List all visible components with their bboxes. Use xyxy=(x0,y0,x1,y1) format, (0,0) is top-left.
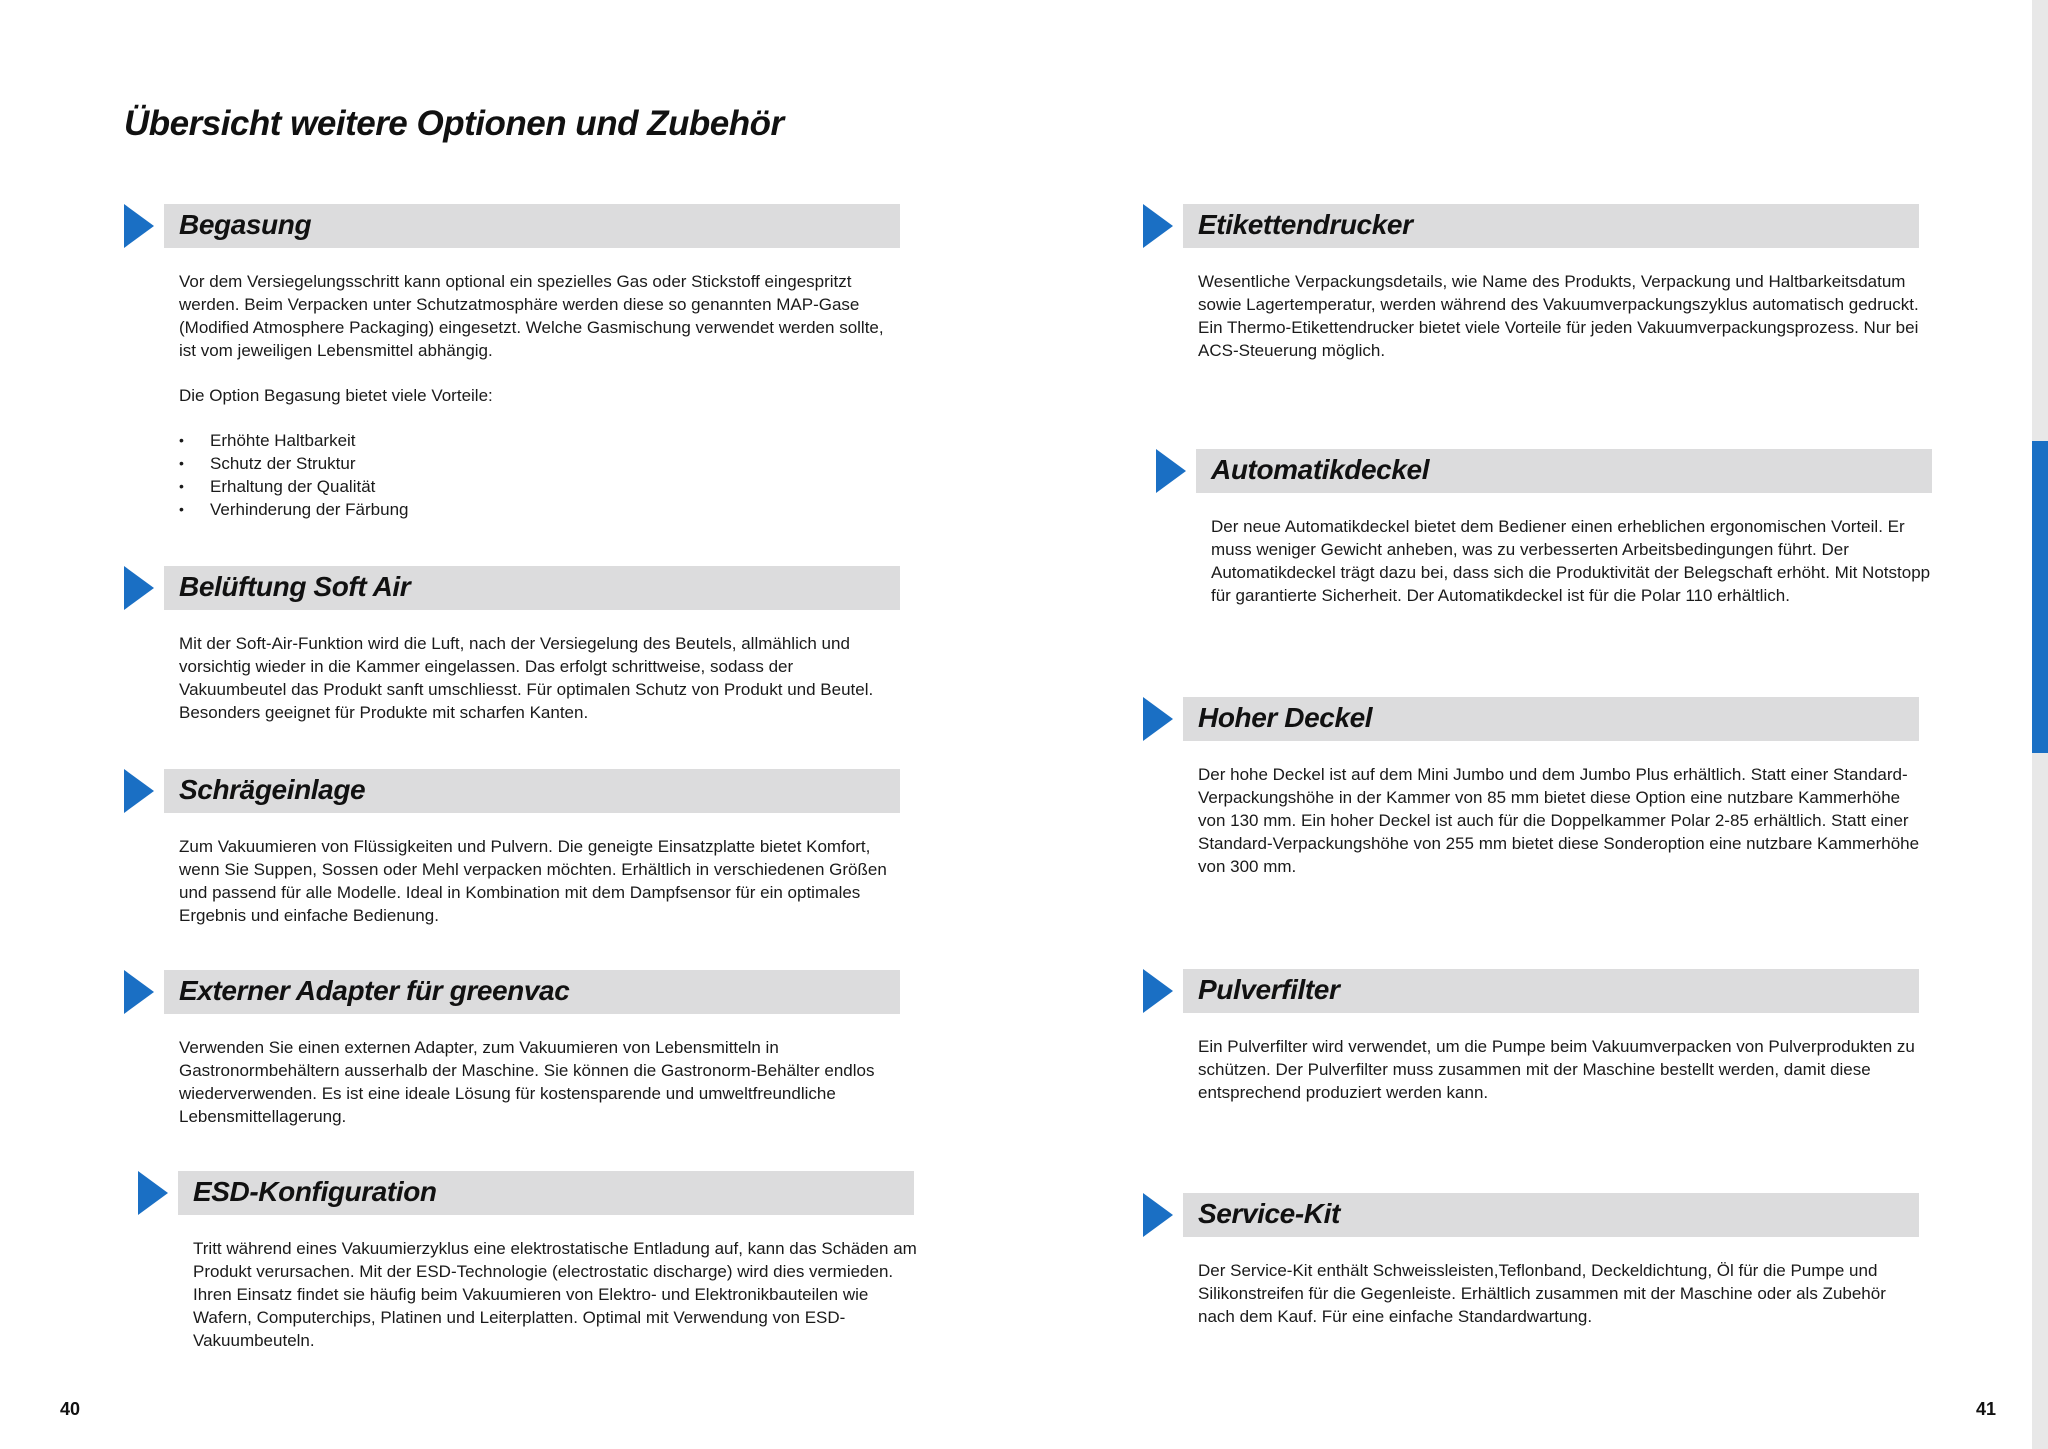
paragraph: Tritt während eines Vakuumierzyklus eine elektrostatische Entladung auf, kann das Schäden am Produkt verursachen. Mit der ESD-Technologie (electrostatic discharge) wird dies vermieden. Ihren Einsatz findet sie häufig beim Vakuumieren von Elektro- und Elektronikbauteilen wie Wafern, Computerchips, Platinen und Leiterplatten. Optimal mit Verwendung von ESD-Vakuumbeuteln. xyxy=(193,1239,917,1350)
paragraph: Verwenden Sie einen externen Adapter, zum Vakuumieren von Lebensmitteln in Gastronormbehältern ausserhalb der Maschine. Sie können die Gastronorm-Behälter endlos wiederverwenden. Es ist eine ideale Lösung für kostensparende und umweltfreundliche Lebensmittellagerung. xyxy=(179,1038,875,1126)
section-etikettendrucker xyxy=(1143,204,1919,362)
section-header xyxy=(1143,204,1919,248)
section-text xyxy=(1198,270,1923,362)
arrow-right-icon xyxy=(1143,697,1173,741)
section-text xyxy=(1211,515,1936,607)
section-begasung xyxy=(124,204,900,521)
paragraph: Der hohe Deckel ist auf dem Mini Jumbo und dem Jumbo Plus erhältlich. Statt einer Standard-Verpackungshöhe in der Kammer von 85 mm bietet diese Option eine nutzbare Kammerhöhe von 130 mm. Ein hoher Deckel ist auch für die Doppelkammer Polar 2-85 erhältlich. Statt einer Standard-Verpackungshöhe von 255 mm bietet diese Sonderoption eine nutzbare Kammerhöhe von 300 mm. xyxy=(1198,765,1920,876)
bullet-item: • Erhaltung der Qualität xyxy=(179,475,904,498)
page-number-left: 40 xyxy=(60,1399,81,1419)
paragraph: Mit der Soft-Air-Funktion wird die Luft, nach der Versiegelung des Beutels, allmählich und vorsichtig wieder in die Kammer eingelassen. Das erfolgt schrittweise, sodass der Vakuumbeutel das Produkt sanft umschliesst. Für optimalen Schutz von Produkt und Beutel. Besonders geeignet für Produkte mit scharfen Kanten. xyxy=(179,634,874,722)
paragraph: Ein Pulverfilter wird verwendet, um die Pumpe beim Vakuumverpacken von Pulverprodukten zu schützen. Der Pulverfilter muss zusammen mit der Maschine bestellt werden, damit diese entsprechend produziert werden kann. xyxy=(1198,1037,1915,1102)
arrow-right-icon xyxy=(124,204,154,248)
paragraph: Zum Vakuumieren von Flüssigkeiten und Pulvern. Die geneigte Einsatzplatte bietet Komfort, wenn Sie Suppen, Sossen oder Mehl verpacken möchten. Erhältlich in verschiedenen Größen und passend für alle Modelle. Ideal in Kombination mit dem Dampfsensor für ein optimales Ergebnis und einfache Bedienung. xyxy=(179,837,887,925)
section-title: Etikettendrucker xyxy=(1198,209,1413,240)
section-title: Externer Adapter für greenvac xyxy=(179,975,570,1006)
section-header xyxy=(1156,449,1932,493)
section-externer-adapter xyxy=(124,970,900,1128)
section-beluftung-soft-air xyxy=(124,566,900,724)
bullet-item: • Verhinderung der Färbung xyxy=(179,498,904,521)
section-text xyxy=(179,632,904,724)
section-esd-konfiguration xyxy=(138,1171,917,1352)
section-title: Begasung xyxy=(179,209,312,240)
bullet-list xyxy=(179,429,904,521)
section-title: Automatikdeckel xyxy=(1211,454,1430,485)
section-text xyxy=(1198,763,1923,878)
arrow-right-icon xyxy=(124,970,154,1014)
section-header xyxy=(1143,1193,1919,1237)
page-title: Übersicht weitere Optionen und Zubehör xyxy=(124,104,784,143)
section-header xyxy=(1143,697,1919,741)
section-title: Schrägeinlage xyxy=(179,774,366,805)
section-automatikdeckel xyxy=(1156,449,1932,607)
bullet-item: • Erhöhte Haltbarkeit xyxy=(179,429,904,452)
section-tab-marker xyxy=(2032,441,2048,753)
arrow-right-icon xyxy=(1143,969,1173,1013)
paragraph: Die Option Begasung bietet viele Vorteile: xyxy=(179,386,493,405)
section-title: ESD-Konfiguration xyxy=(193,1176,437,1207)
section-title: Belüftung Soft Air xyxy=(179,571,411,602)
section-header xyxy=(124,204,900,248)
section-service-kit xyxy=(1143,1193,1919,1328)
bullet-item: • Schutz der Struktur xyxy=(179,452,904,475)
section-text xyxy=(179,835,904,927)
section-schraegeinlage xyxy=(124,769,900,927)
section-text xyxy=(179,1036,904,1128)
section-text xyxy=(193,1237,918,1352)
section-text xyxy=(1198,1035,1923,1104)
section-title: Hoher Deckel xyxy=(1198,702,1373,733)
section-title: Service-Kit xyxy=(1198,1198,1340,1229)
page-number-right: 41 xyxy=(1976,1399,1997,1419)
section-hoher-deckel xyxy=(1143,697,1919,878)
section-title: Pulverfilter xyxy=(1198,974,1340,1005)
section-header xyxy=(138,1171,914,1215)
arrow-right-icon xyxy=(1143,1193,1173,1237)
arrow-right-icon xyxy=(1143,204,1173,248)
arrow-right-icon xyxy=(1156,449,1186,493)
section-header xyxy=(124,970,900,1014)
section-header xyxy=(1143,969,1919,1013)
arrow-right-icon xyxy=(138,1171,168,1215)
paragraph: Der Service-Kit enthält Schweissleisten,Teflonband, Deckeldichtung, Öl für die Pumpe und Silikonstreifen für die Gegenleiste. Erhältlich zusammen mit der Maschine oder als Zubehör nach dem Kauf. Für eine einfache Standardwartung. xyxy=(1198,1261,1886,1326)
paragraph: Der neue Automatikdeckel bietet dem Bediener einen erheblichen ergonomischen Vorteil. Er muss weniger Gewicht anheben, was zu verbesserten Arbeitsbedingungen führt. Der Automatikdeckel trägt dazu bei, dass sich die Produktivität der Belegschaft erhöht. Mit Notstopp für garantierte Sicherheit. Der Automatikdeckel ist für die Polar 110 erhältlich. xyxy=(1211,517,1931,605)
section-text xyxy=(1198,1259,1923,1328)
section-header xyxy=(124,769,900,813)
section-text xyxy=(179,270,904,521)
arrow-right-icon xyxy=(124,566,154,610)
section-header xyxy=(124,566,900,610)
section-pulverfilter xyxy=(1143,969,1919,1104)
paragraph: Wesentliche Verpackungsdetails, wie Name des Produkts, Verpackung und Haltbarkeitsdatum sowie Lagertemperatur, werden während des Vakuumverpackungszyklus automatisch gedruckt. Ein Thermo-Etikettendrucker bietet viele Vorteile für jeden Vakuumverpackungsprozess. Nur bei ACS-Steuerung möglich. xyxy=(1198,272,1919,360)
paragraph: Vor dem Versiegelungsschritt kann optional ein spezielles Gas oder Stickstoff eingespritzt werden. Beim Verpacken unter Schutzatmosphäre werden diese so genannten MAP-Gase (Modified Atmosphere Packaging) eingesetzt. Welche Gasmischung verwendet werden sollte, ist vom jeweiligen Lebensmittel abhängig. xyxy=(179,272,884,360)
arrow-right-icon xyxy=(124,769,154,813)
